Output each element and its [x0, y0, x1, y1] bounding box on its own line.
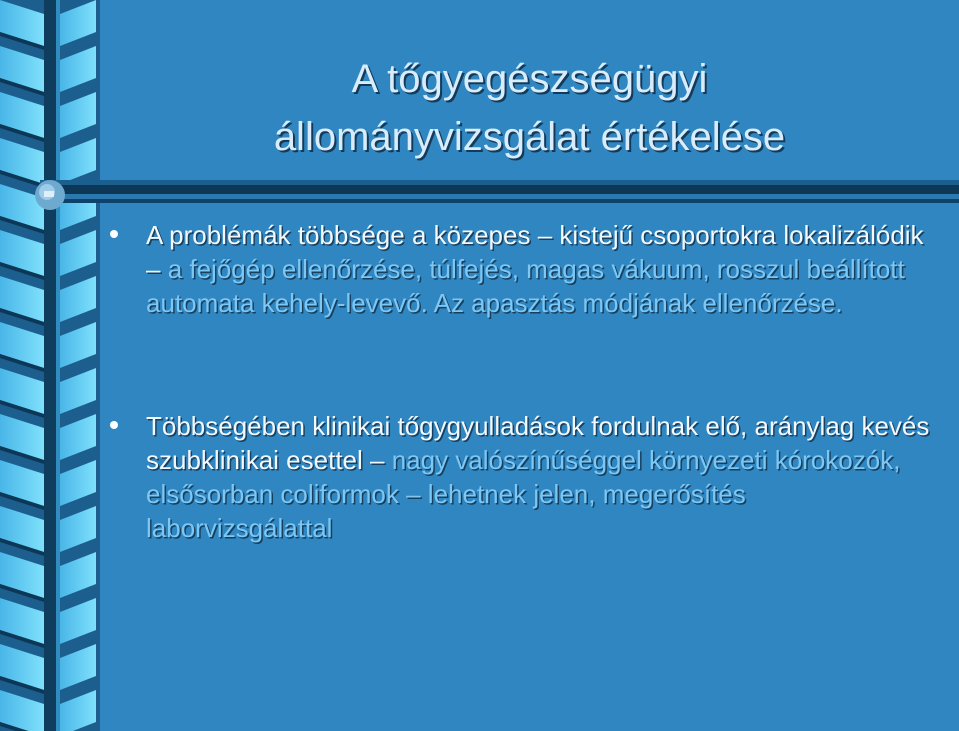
bullet-1-secondary-text: a fejőgép ellenőrzése, túlfejés, magas vákuum, rosszul beállított automata kehely-levevő. Az apasztás módjának ellenőrzése.	[146, 254, 905, 318]
bullet-dot-icon	[110, 421, 118, 429]
bullet-2-primary-text: Többségében klinikai tőgygyulladások fordulnak elő, aránylag kevés szubklinikai esettel –	[146, 411, 930, 475]
title-divider-bar	[30, 176, 959, 216]
bullet-item-1	[146, 218, 936, 320]
slide-title-line-1: A tőgyegészségügyi	[351, 57, 708, 101]
bullet-1-primary-text: A problémák többsége a közepes – kistejű csoportokra lokalizálódik –	[146, 220, 924, 284]
slide-title-line-2: állományvizsgálat értékelése	[273, 115, 786, 159]
bullet-dot-icon	[110, 230, 118, 238]
bullet-2-secondary-text: nagy valószínűséggel környezeti kórokozók, elsősorban coliformok – lehetnek jelen, megerősítés laborvizsgálattal	[146, 445, 901, 543]
bullet-item-2	[146, 409, 936, 545]
left-decorative-stripe	[0, 0, 100, 731]
